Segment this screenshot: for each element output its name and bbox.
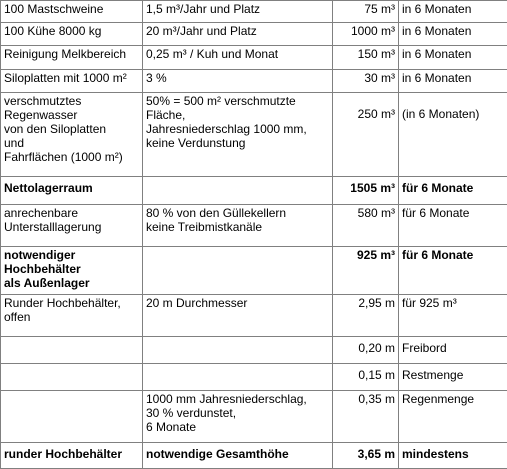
row-label: runder Hochbehälter: [1, 442, 143, 468]
row-period: für 6 Monate: [399, 176, 507, 204]
row-amount: 925 m³: [333, 246, 399, 295]
row-label: Nettolagerraum: [1, 176, 143, 204]
row-period: in 6 Monaten: [399, 23, 507, 46]
row-basis: 80 % von den Güllekellern keine Treibmistkanäle: [143, 205, 333, 246]
row-period: Restmenge: [399, 363, 507, 390]
row-basis: 50% = 500 m² verschmutzte Fläche, Jahresniederschlag 1000 mm, keine Verdunstung: [143, 92, 333, 176]
table-row: [1, 205, 507, 246]
row-basis: notwendige Gesamthöhe: [143, 442, 333, 468]
row-amount: 250 m³: [333, 92, 399, 176]
row-label: notwendiger Hochbehälter als Außenlager: [1, 246, 143, 295]
row-period: in 6 Monaten: [399, 1, 507, 23]
row-amount: 0,15 m: [333, 363, 399, 390]
row-label: verschmutztes Regenwasser von den Siloplatten und Fahrflächen (1000 m²): [1, 92, 143, 176]
table-row: [1, 442, 507, 468]
row-period: (in 6 Monaten): [399, 92, 507, 176]
row-basis: 1,5 m³/Jahr und Platz: [143, 1, 333, 23]
row-basis: [143, 336, 333, 363]
table-row: [1, 23, 507, 46]
row-amount: 30 m³: [333, 69, 399, 92]
row-period: in 6 Monaten: [399, 46, 507, 69]
row-label: anrechenbare Unterstalllagerung: [1, 205, 143, 246]
row-basis: 1000 mm Jahresniederschlag, 30 % verdunstet, 6 Monate: [143, 391, 333, 443]
row-period: in 6 Monaten: [399, 69, 507, 92]
row-label: Reinigung Melkbereich: [1, 46, 143, 69]
row-basis: 20 m Durchmesser: [143, 295, 333, 336]
row-amount: 580 m³: [333, 205, 399, 246]
table-row: [1, 336, 507, 363]
row-label: [1, 391, 143, 443]
row-amount: 150 m³: [333, 46, 399, 69]
row-amount: 1000 m³: [333, 23, 399, 46]
row-period: für 925 m³: [399, 295, 507, 336]
table-row: [1, 246, 507, 295]
row-amount: 3,65 m: [333, 442, 399, 468]
table-row: [1, 1, 507, 23]
row-basis: [143, 246, 333, 295]
table-row: [1, 295, 507, 336]
table-row: [1, 92, 507, 176]
table-row: [1, 46, 507, 69]
row-label: [1, 363, 143, 390]
row-basis: 3 %: [143, 69, 333, 92]
row-basis: [143, 363, 333, 390]
row-period: mindestens: [399, 442, 507, 468]
row-period: für 6 Monate: [399, 246, 507, 295]
row-amount: 1505 m³: [333, 176, 399, 204]
row-basis: [143, 176, 333, 204]
row-label: [1, 336, 143, 363]
row-period: Regenmenge: [399, 391, 507, 443]
row-amount: 0,20 m: [333, 336, 399, 363]
row-label: Siloplatten mit 1000 m²: [1, 69, 143, 92]
table-row: [1, 363, 507, 390]
table-row: [1, 176, 507, 204]
row-label: 100 Mastschweine: [1, 1, 143, 23]
row-label: 100 Kühe 8000 kg: [1, 23, 143, 46]
row-period: Freibord: [399, 336, 507, 363]
row-amount: 2,95 m: [333, 295, 399, 336]
row-label: Runder Hochbehälter, offen: [1, 295, 143, 336]
row-basis: 0,25 m³ / Kuh und Monat: [143, 46, 333, 69]
row-amount: 75 m³: [333, 1, 399, 23]
table-row: [1, 69, 507, 92]
row-basis: 20 m³/Jahr und Platz: [143, 23, 333, 46]
row-amount: 0,35 m: [333, 391, 399, 443]
row-period: für 6 Monate: [399, 205, 507, 246]
table-row: [1, 391, 507, 443]
